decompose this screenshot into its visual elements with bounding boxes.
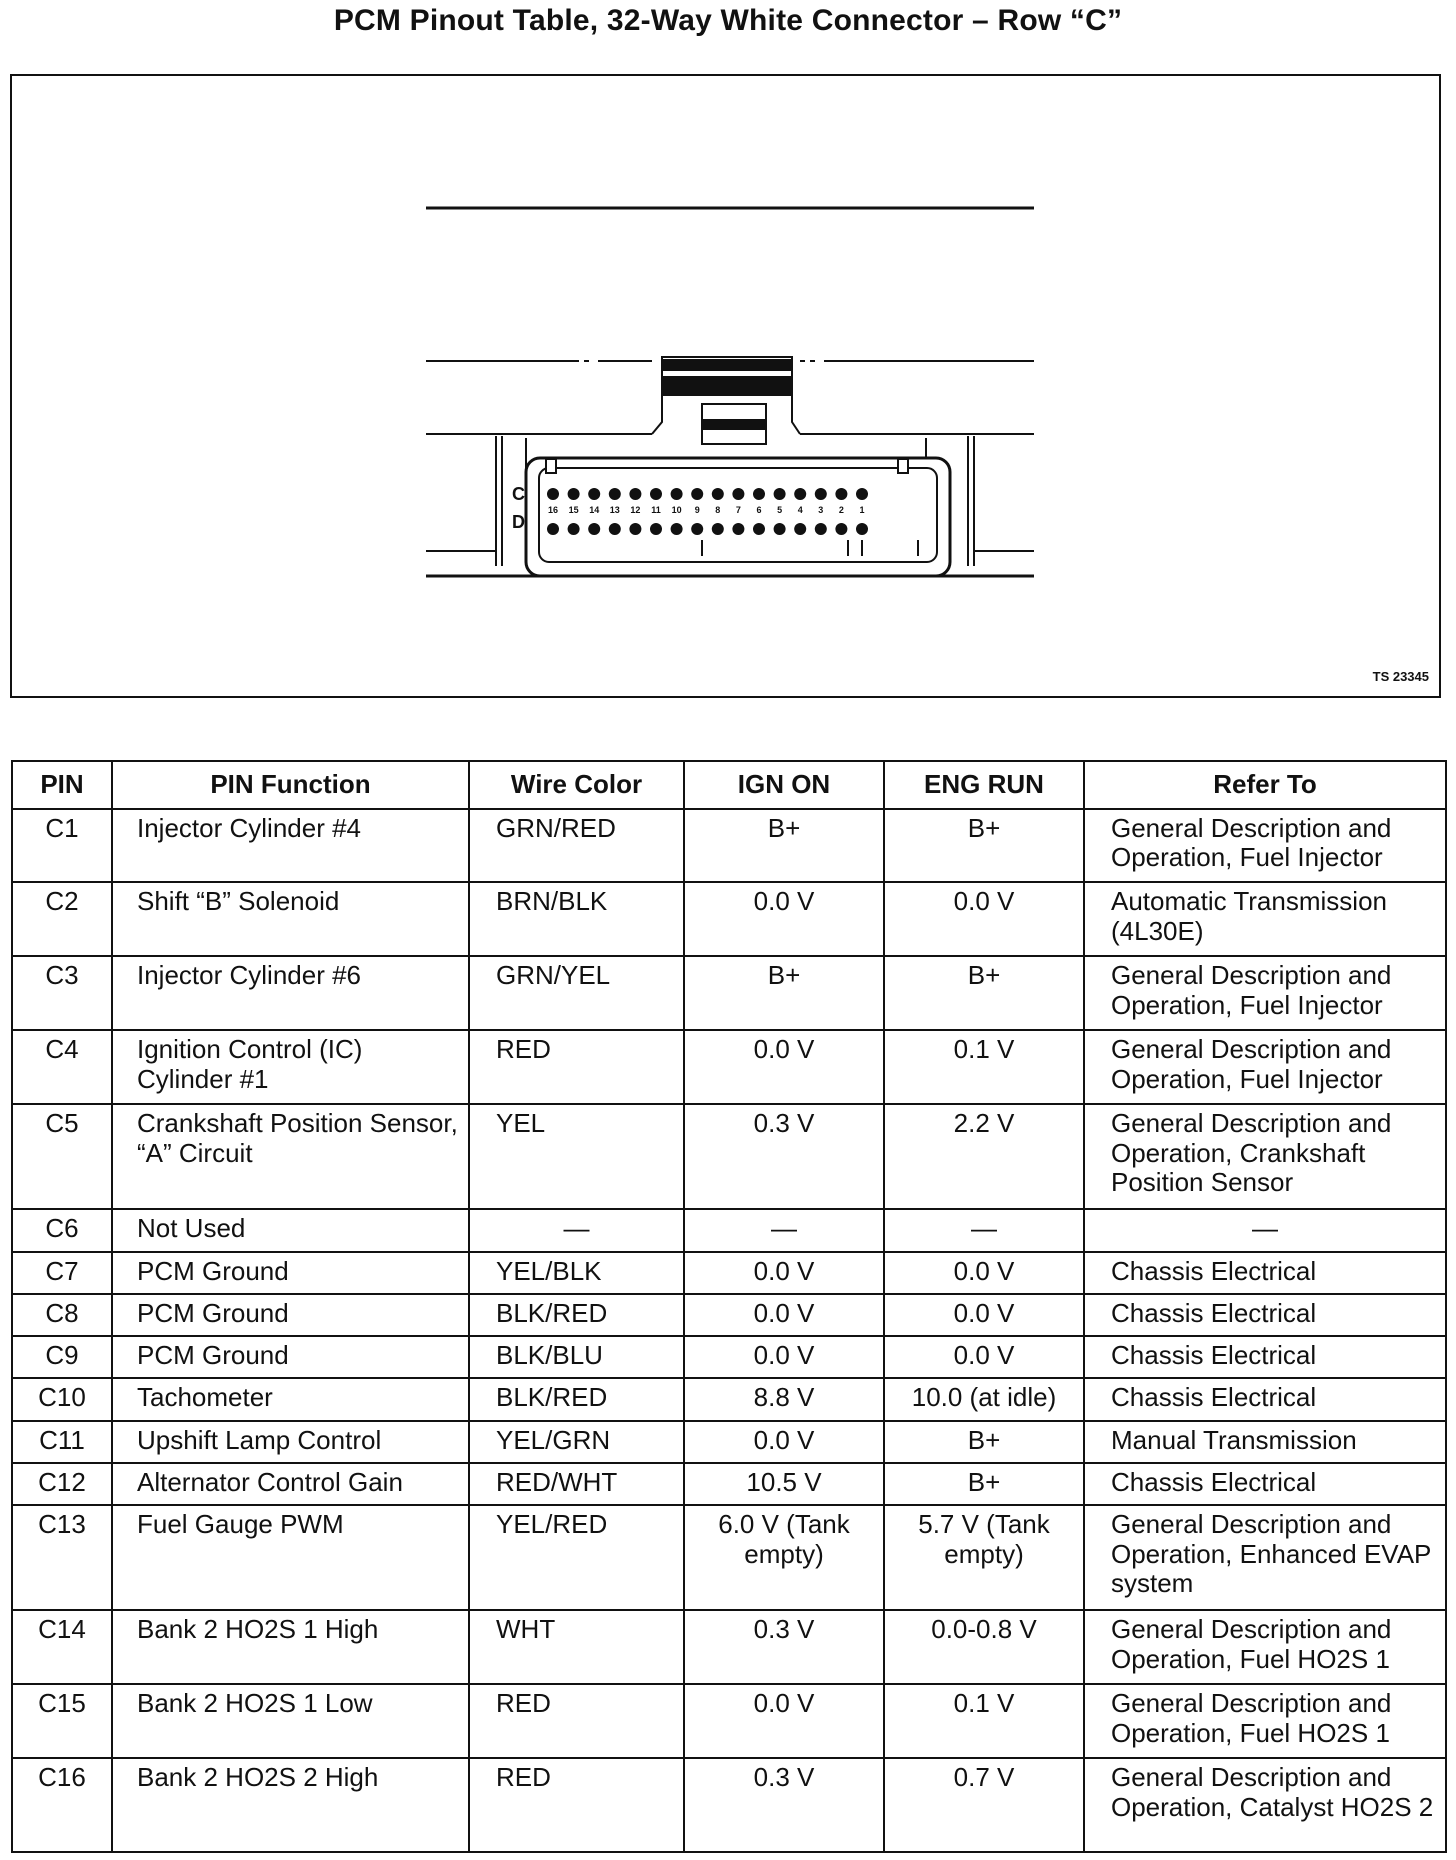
pin-number-label: 11 xyxy=(651,505,661,515)
table-row xyxy=(12,1378,1446,1420)
eng-run-cell: B+ xyxy=(884,956,1084,1030)
locking-tab-band xyxy=(662,359,792,371)
ign-on-cell: 0.0 V xyxy=(684,1684,884,1758)
refer-to-cell: Chassis Electrical xyxy=(1084,1336,1446,1378)
table-row xyxy=(12,956,1446,1030)
wire-color-cell: YEL/BLK xyxy=(469,1252,684,1294)
wire-color-cell: GRN/RED xyxy=(469,809,684,883)
pin-number-label: 3 xyxy=(818,505,824,515)
pin-dot-row-d xyxy=(588,523,600,535)
pin-cell: C11 xyxy=(12,1421,112,1463)
wire-color-cell: YEL/RED xyxy=(469,1505,684,1610)
pin-number-label: 9 xyxy=(694,505,700,515)
row-label-c: C xyxy=(512,484,525,504)
pin-dot-row-c xyxy=(671,488,683,500)
header-refer-to: Refer To xyxy=(1084,761,1446,809)
refer-to-cell: Automatic Transmission (4L30E) xyxy=(1084,882,1446,956)
pin-cell: C12 xyxy=(12,1463,112,1505)
function-cell: Bank 2 HO2S 1 Low xyxy=(112,1684,469,1758)
pin-dot-row-c xyxy=(753,488,765,500)
table-row xyxy=(12,882,1446,956)
ign-on-cell: 0.0 V xyxy=(684,1421,884,1463)
pin-dot-row-d xyxy=(856,523,868,535)
pin-dot-row-d xyxy=(691,523,703,535)
pin-dot-row-c xyxy=(732,488,744,500)
pin-cell: C3 xyxy=(12,956,112,1030)
pin-number-label: 2 xyxy=(838,505,844,515)
pin-cell: C9 xyxy=(12,1336,112,1378)
pin-dot-row-d xyxy=(629,523,641,535)
pin-dot-row-c xyxy=(588,488,600,500)
row-label-d: D xyxy=(512,512,525,532)
pin-dot-row-d xyxy=(835,523,847,535)
eng-run-cell: — xyxy=(884,1209,1084,1251)
pin-number-label: 12 xyxy=(630,505,641,515)
ign-on-cell: 8.8 V xyxy=(684,1378,884,1420)
ign-on-cell: 6.0 V (Tank empty) xyxy=(684,1505,884,1610)
pin-dot-row-d xyxy=(774,523,786,535)
ign-on-cell: 0.0 V xyxy=(684,882,884,956)
ign-on-cell: 0.0 V xyxy=(684,1252,884,1294)
pin-dot-row-c xyxy=(691,488,703,500)
wire-color-cell: RED xyxy=(469,1758,684,1852)
table-row xyxy=(12,1252,1446,1294)
function-cell: Injector Cylinder #6 xyxy=(112,956,469,1030)
refer-to-cell: General Description and Operation, Enhanced EVAP system xyxy=(1084,1505,1446,1610)
pin-dot-row-d xyxy=(815,523,827,535)
connector-face xyxy=(539,468,937,562)
table-row xyxy=(12,1104,1446,1209)
header-function: PIN Function xyxy=(112,761,469,809)
table-row xyxy=(12,1209,1446,1251)
ign-on-cell: 0.3 V xyxy=(684,1610,884,1684)
pin-number-label: 7 xyxy=(735,505,741,515)
eng-run-cell: 0.0 V xyxy=(884,1336,1084,1378)
pin-number-label: 6 xyxy=(756,505,762,515)
pin-dot-row-c xyxy=(835,488,847,500)
eng-run-cell: 0.0 V xyxy=(884,1294,1084,1336)
wire-color-cell: GRN/YEL xyxy=(469,956,684,1030)
pin-cell: C2 xyxy=(12,882,112,956)
pin-dot-row-d xyxy=(794,523,806,535)
ign-on-cell: — xyxy=(684,1209,884,1251)
refer-to-cell: General Description and Operation, Fuel Injector xyxy=(1084,956,1446,1030)
pin-cell: C4 xyxy=(12,1030,112,1104)
header-wire-color: Wire Color xyxy=(469,761,684,809)
ign-on-cell: 0.0 V xyxy=(684,1336,884,1378)
wire-color-cell: WHT xyxy=(469,1610,684,1684)
function-cell: Upshift Lamp Control xyxy=(112,1421,469,1463)
pin-dot-row-c xyxy=(609,488,621,500)
function-cell: Crankshaft Position Sensor, “A” Circuit xyxy=(112,1104,469,1209)
pin-dot-row-d xyxy=(609,523,621,535)
table-row xyxy=(12,809,1446,883)
table-row xyxy=(12,1758,1446,1852)
wire-color-cell: RED xyxy=(469,1030,684,1104)
refer-to-cell: Chassis Electrical xyxy=(1084,1294,1446,1336)
header-eng-run: ENG RUN xyxy=(884,761,1084,809)
wire-color-cell: RED xyxy=(469,1684,684,1758)
table-row xyxy=(12,1421,1446,1463)
pin-cell: C5 xyxy=(12,1104,112,1209)
header-ign-on: IGN ON xyxy=(684,761,884,809)
eng-run-cell: B+ xyxy=(884,809,1084,883)
refer-to-cell: — xyxy=(1084,1209,1446,1251)
function-cell: PCM Ground xyxy=(112,1252,469,1294)
pin-dot-row-c xyxy=(794,488,806,500)
eng-run-cell: 10.0 (at idle) xyxy=(884,1378,1084,1420)
table-row xyxy=(12,1684,1446,1758)
pin-dot-row-d xyxy=(547,523,559,535)
eng-run-cell: 0.7 V xyxy=(884,1758,1084,1852)
function-cell: Bank 2 HO2S 2 High xyxy=(112,1758,469,1852)
pin-number-label: 8 xyxy=(715,505,721,515)
refer-to-cell: Chassis Electrical xyxy=(1084,1252,1446,1294)
ign-on-cell: B+ xyxy=(684,809,884,883)
eng-run-cell: 0.0 V xyxy=(884,1252,1084,1294)
function-cell: Fuel Gauge PWM xyxy=(112,1505,469,1610)
pin-dot-row-c xyxy=(568,488,580,500)
function-cell: Bank 2 HO2S 1 High xyxy=(112,1610,469,1684)
pin-number-label: 14 xyxy=(589,505,600,515)
connector-figure xyxy=(10,74,1441,698)
eng-run-cell: 2.2 V xyxy=(884,1104,1084,1209)
pin-number-label: 13 xyxy=(609,505,620,515)
function-cell: Not Used xyxy=(112,1209,469,1251)
pin-cell: C15 xyxy=(12,1684,112,1758)
pin-dot-row-d xyxy=(712,523,724,535)
wire-color-cell: YEL xyxy=(469,1104,684,1209)
wire-color-cell: BLK/RED xyxy=(469,1378,684,1420)
wire-color-cell: BRN/BLK xyxy=(469,882,684,956)
pin-cell: C13 xyxy=(12,1505,112,1610)
function-cell: Shift “B” Solenoid xyxy=(112,882,469,956)
pin-cell: C1 xyxy=(12,809,112,883)
eng-run-cell: 0.1 V xyxy=(884,1030,1084,1104)
refer-to-cell: General Description and Operation, Crankshaft Position Sensor xyxy=(1084,1104,1446,1209)
function-cell: Ignition Control (IC) Cylinder #1 xyxy=(112,1030,469,1104)
eng-run-cell: 0.1 V xyxy=(884,1684,1084,1758)
eng-run-cell: 0.0-0.8 V xyxy=(884,1610,1084,1684)
pin-dot-row-d xyxy=(732,523,744,535)
pin-number-label: 1 xyxy=(859,505,865,515)
refer-to-cell: General Description and Operation, Fuel Injector xyxy=(1084,809,1446,883)
ign-on-cell: 0.3 V xyxy=(684,1758,884,1852)
refer-to-cell: General Description and Operation, Fuel HO2S 1 xyxy=(1084,1610,1446,1684)
table-row xyxy=(12,1505,1446,1610)
pinout-table xyxy=(11,760,1447,1853)
pin-dot-row-c xyxy=(712,488,724,500)
page-title: PCM Pinout Table, 32-Way White Connector – Row “C” xyxy=(333,4,1123,37)
refer-to-cell: Chassis Electrical xyxy=(1084,1378,1446,1420)
refer-to-cell: Manual Transmission xyxy=(1084,1421,1446,1463)
connector-diagram xyxy=(12,76,1439,696)
pin-cell: C16 xyxy=(12,1758,112,1852)
table-row xyxy=(12,1030,1446,1104)
pin-number-label: 15 xyxy=(568,505,579,515)
wire-color-cell: RED/WHT xyxy=(469,1463,684,1505)
header-pin: PIN xyxy=(12,761,112,809)
pin-dot-row-c xyxy=(629,488,641,500)
pin-cell: C6 xyxy=(12,1209,112,1251)
pin-dot-row-c xyxy=(856,488,868,500)
table-row xyxy=(12,1294,1446,1336)
table-row xyxy=(12,1463,1446,1505)
pin-number-label: 10 xyxy=(671,505,682,515)
refer-to-cell: General Description and Operation, Fuel Injector xyxy=(1084,1030,1446,1104)
pin-dot-row-c xyxy=(650,488,662,500)
pin-number-label: 5 xyxy=(777,505,783,515)
pin-dot-row-c xyxy=(547,488,559,500)
table-row xyxy=(12,1610,1446,1684)
eng-run-cell: 0.0 V xyxy=(884,882,1084,956)
pin-cell: C10 xyxy=(12,1378,112,1420)
wire-color-cell: YEL/GRN xyxy=(469,1421,684,1463)
wire-color-cell: — xyxy=(469,1209,684,1251)
wire-color-cell: BLK/RED xyxy=(469,1294,684,1336)
figure-id: TS 23345 xyxy=(1372,669,1429,684)
eng-run-cell: 5.7 V (Tank empty) xyxy=(884,1505,1084,1610)
refer-to-cell: General Description and Operation, Fuel HO2S 1 xyxy=(1084,1684,1446,1758)
function-cell: Tachometer xyxy=(112,1378,469,1420)
pin-dot-row-d xyxy=(568,523,580,535)
locking-tab-band xyxy=(662,376,792,396)
pin-dot-row-d xyxy=(753,523,765,535)
wire-color-cell: BLK/BLU xyxy=(469,1336,684,1378)
function-cell: PCM Ground xyxy=(112,1294,469,1336)
function-cell: PCM Ground xyxy=(112,1336,469,1378)
ign-on-cell: 0.0 V xyxy=(684,1294,884,1336)
eng-run-cell: B+ xyxy=(884,1463,1084,1505)
table-header-row xyxy=(12,761,1446,809)
refer-to-cell: Chassis Electrical xyxy=(1084,1463,1446,1505)
ign-on-cell: 0.0 V xyxy=(684,1030,884,1104)
pin-dot-row-d xyxy=(671,523,683,535)
eng-run-cell: B+ xyxy=(884,1421,1084,1463)
function-cell: Injector Cylinder #4 xyxy=(112,809,469,883)
ign-on-cell: 10.5 V xyxy=(684,1463,884,1505)
ign-on-cell: 0.3 V xyxy=(684,1104,884,1209)
ign-on-cell: B+ xyxy=(684,956,884,1030)
function-cell: Alternator Control Gain xyxy=(112,1463,469,1505)
table-row xyxy=(12,1336,1446,1378)
pin-cell: C8 xyxy=(12,1294,112,1336)
pin-cell: C14 xyxy=(12,1610,112,1684)
pin-dot-row-c xyxy=(815,488,827,500)
pin-dot-row-d xyxy=(650,523,662,535)
pin-dot-row-c xyxy=(774,488,786,500)
pin-number-label: 4 xyxy=(797,505,803,515)
pin-cell: C7 xyxy=(12,1252,112,1294)
locking-tab-band xyxy=(702,419,766,430)
refer-to-cell: General Description and Operation, Catalyst HO2S 2 xyxy=(1084,1758,1446,1852)
pin-number-label: 16 xyxy=(547,505,559,515)
